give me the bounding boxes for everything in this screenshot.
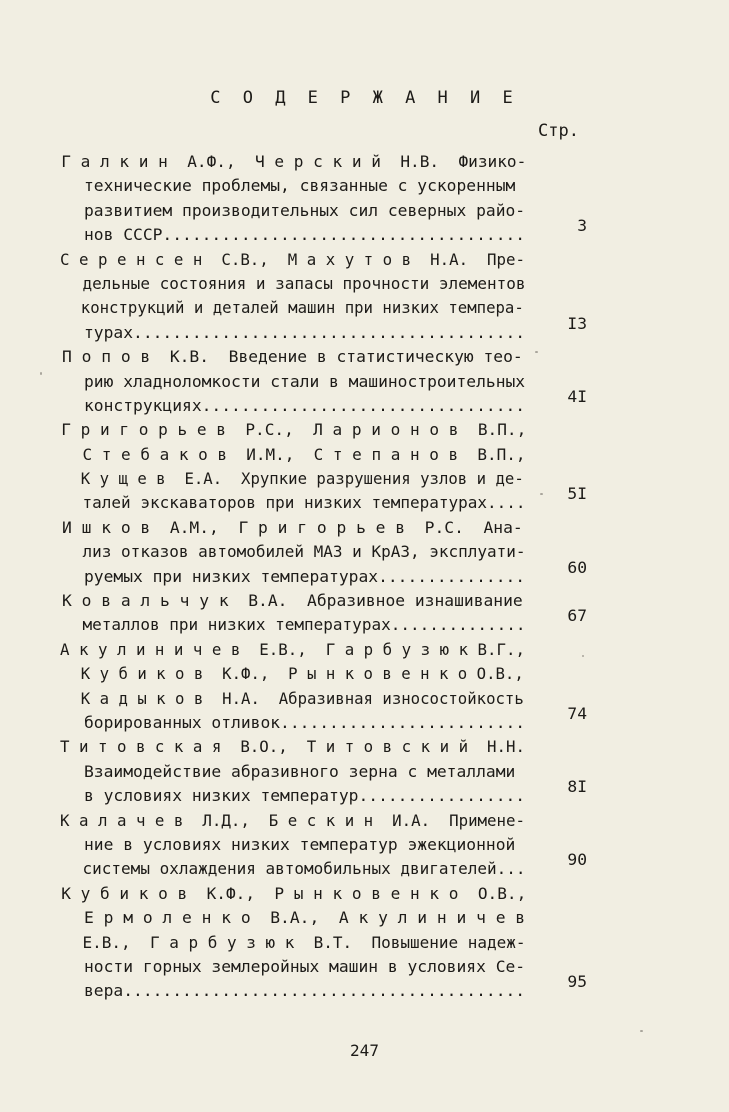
toc-entry-line: К у б и к о в К.Ф., Р ы н к о в е н к о О.В., [80, 664, 524, 684]
toc-entry-page: 5I [567, 484, 587, 504]
toc-entry-line: Г а л к и н А.Ф., Ч е р с к и й Н.В. Физико- [61, 152, 527, 171]
toc-entry-line: А к у л и н и ч е в Е.В., Г а р б у з ю к В.Г., [60, 639, 526, 659]
toc-entry-line: С е р е н с е н С.В., М а х у т о в Н.А. Пре- [60, 249, 526, 269]
toc-entry [0, 735, 729, 808]
toc-entry-line: системы охлаждения автомобильных двигателей... [82, 859, 526, 879]
toc-entry-line: дельные состояния и запасы прочности элементов [82, 273, 526, 293]
toc-entry-line: талей экскаваторов при низких температурах.... [82, 493, 526, 513]
toc-entry-line: Г р и г о р ь е в Р.С., Л а р и о н о в В.П., [61, 420, 527, 440]
toc-entry-line: К о в а л ь ч у к В.А. Абразивное изнашивание [62, 591, 523, 611]
toc-entry-line: Взаимодействие абразивного зерна с металлами [84, 761, 516, 781]
page-column-label: Стр. [538, 121, 579, 141]
toc-entry-page: I3 [567, 313, 587, 333]
toc-entry-line: металлов при низких температурах.............. [82, 615, 526, 635]
toc-entry-page: 95 [567, 972, 587, 992]
toc-entry-page: 60 [567, 557, 587, 577]
toc-entry-line: П о п о в К.В. Введение в статистическую тео- [62, 347, 523, 367]
toc-entry-line: Е.В., Г а р б у з ю к В.Т. Повышение надеж- [82, 932, 526, 952]
toc-entry-line: турах........................................ [84, 322, 526, 342]
toc-entry-page: 8I [567, 777, 587, 797]
toc-entry [0, 882, 729, 1004]
toc-entry [0, 589, 729, 638]
toc-entry [0, 516, 729, 589]
toc-entry-line: конструкций и деталей машин при низких темпера- [80, 298, 524, 318]
toc-entry-page: 67 [567, 606, 587, 626]
toc-entry-line: техничеcкие проблемы, связанные с ускоренным [84, 176, 516, 196]
table-of-contents [0, 150, 729, 1004]
toc-entry-line: К у щ е в Е.А. Хрупкие разрушения узлов и де- [80, 469, 524, 489]
toc-entry-line: нов СССР..................................... [84, 225, 526, 245]
toc-entry-page: 90 [567, 850, 587, 870]
toc-entry-line: С т е б а к о в И.М., С т е п а н о в В.П., [82, 444, 526, 464]
toc-entry-page: 3 [577, 216, 587, 236]
paper-speck [582, 655, 584, 657]
toc-entry-line: Е р м о л е н к о В.А., А к у л и н и ч е в [84, 908, 526, 928]
toc-entry-page: 4I [567, 386, 587, 406]
toc-entry [0, 418, 729, 516]
toc-entry-line: в условиях низких температур................. [84, 786, 526, 806]
toc-entry-line: ние в условиях низких температур эжекционной [84, 834, 516, 854]
toc-entry-line: конструкциях................................. [84, 395, 526, 415]
toc-entry-line: рию хладноломкости стали в машиностроительных [84, 371, 526, 391]
toc-entry-line: лиз отказов автомобилей МАЗ и КрАЗ, эксплуати- [82, 542, 526, 562]
paper-speck [535, 351, 538, 353]
toc-entry-line: И ш к о в А.М., Г р и г о р ь е в Р.С. Ана- [62, 517, 523, 537]
toc-entry-line: развитием производительных сил северных райо- [84, 200, 526, 220]
toc-entry [0, 150, 729, 248]
toc-entry-line: руемых при низких температурах............... [84, 566, 526, 586]
paper-speck [40, 372, 42, 375]
toc-entry-line: борированных отливок......................... [84, 712, 526, 732]
page-number: 247 [350, 1041, 379, 1060]
paper-speck [640, 1030, 643, 1032]
toc-entry [0, 248, 729, 346]
toc-entry-page: 74 [567, 704, 587, 723]
toc-entry-line: К у б и к о в К.Ф., Р ы н к о в е н к о О.В., [61, 883, 527, 903]
toc-entry-line: К а л а ч е в Л.Д., Б е с к и н И.А. Примене- [60, 810, 526, 830]
toc-entry-line: ности горных землеройных машин в условиях Се- [84, 956, 526, 976]
toc-entry [0, 638, 729, 736]
toc-entry [0, 809, 729, 882]
toc-entry-line: вера......................................... [84, 981, 526, 1001]
toc-entry [0, 345, 729, 418]
paper-speck [540, 493, 543, 495]
toc-entry-line: Т и т о в с к а я В.О., Т и т о в с к и й Н.Н. [60, 737, 526, 757]
page-title: С О Д Е Р Ж А Н И Е [210, 88, 519, 108]
toc-entry-line: К а д ы к о в Н.А. Абразивная износостойкость [80, 688, 524, 708]
